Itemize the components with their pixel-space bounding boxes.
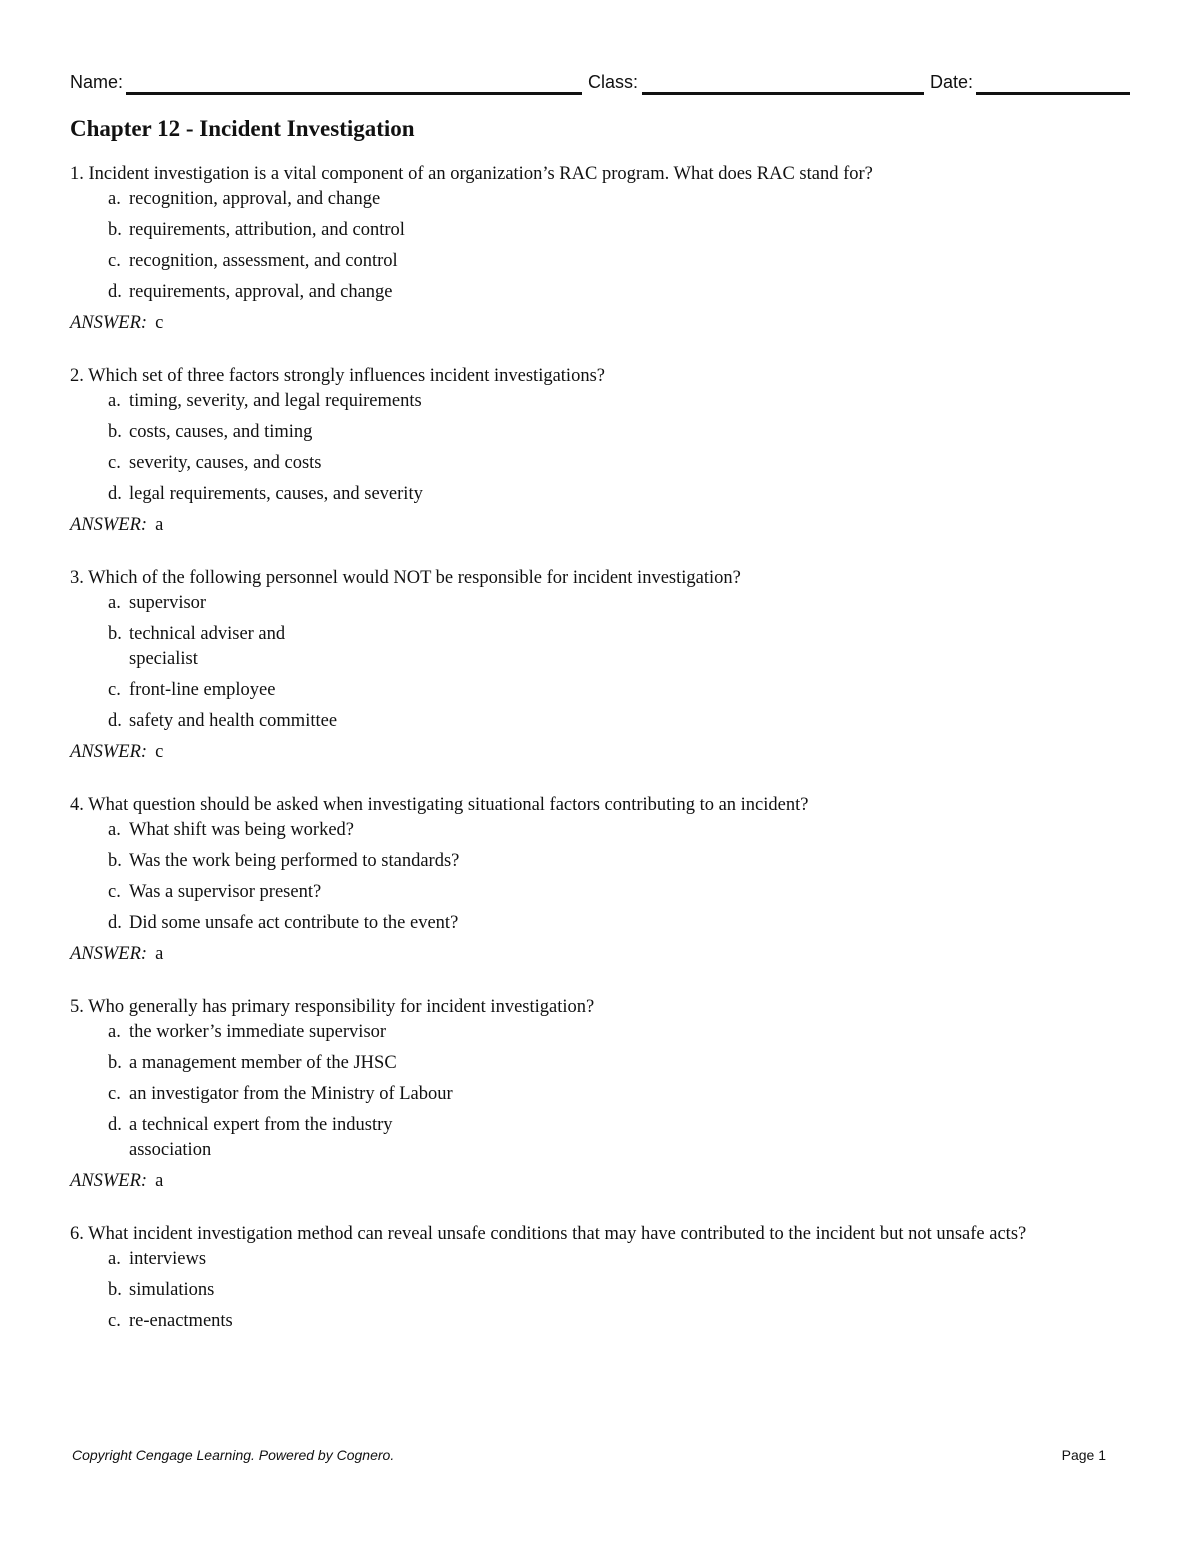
option-text: interviews — [129, 1249, 207, 1269]
option-letter: c. — [108, 882, 121, 902]
question-text: 4. What question should be asked when investigating situational factors contributing to an incident? — [70, 795, 809, 815]
option-text: front-line employee — [129, 680, 276, 700]
option-text: What shift was being worked? — [129, 820, 355, 840]
option-text: the worker’s immediate supervisor — [129, 1022, 387, 1042]
option-text: Was the work being performed to standards? — [129, 851, 460, 871]
option-a — [108, 1020, 1130, 1045]
class-label: Class: — [588, 72, 639, 92]
answer-label: ANSWER: — [70, 313, 148, 333]
answer-value: c — [155, 313, 164, 333]
option-a — [108, 389, 1130, 414]
answer-value: a — [155, 515, 164, 535]
option-c — [108, 249, 1130, 274]
question-3 — [70, 566, 1130, 765]
option-text: an investigator from the Ministry of Labour — [129, 1084, 453, 1104]
option-d — [108, 1113, 449, 1163]
answer-label: ANSWER: — [70, 944, 148, 964]
page-number: Page 1 — [1061, 1447, 1106, 1463]
option-letter: a. — [108, 1022, 121, 1042]
question-text: 1. Incident investigation is a vital component of an organization’s RAC program. What does RAC stand for? — [70, 164, 873, 184]
answer-line — [70, 942, 1130, 967]
option-text: legal requirements, causes, and severity — [129, 484, 423, 504]
option-letter: b. — [108, 851, 122, 871]
option-text: simulations — [129, 1280, 215, 1300]
option-text: safety and health committee — [129, 711, 338, 731]
option-letter: c. — [108, 251, 121, 271]
option-a — [108, 1247, 1130, 1272]
option-text: re-enactments — [129, 1311, 233, 1331]
copyright-text: Copyright Cengage Learning. Powered by Cognero. — [72, 1447, 395, 1463]
option-letter: d. — [108, 484, 122, 504]
option-text: recognition, assessment, and control — [129, 251, 398, 271]
answer-line — [70, 513, 1130, 538]
option-letter: a. — [108, 391, 121, 411]
option-a — [108, 591, 1130, 616]
option-c — [108, 678, 1130, 703]
option-b — [108, 1278, 1130, 1303]
option-b — [108, 1051, 1130, 1076]
option-d — [108, 709, 1130, 734]
question-list — [70, 162, 1130, 1362]
class-field-line — [642, 92, 924, 95]
answer-value: a — [155, 1171, 164, 1191]
option-b — [108, 622, 339, 672]
option-letter: d. — [108, 711, 122, 731]
option-text: supervisor — [129, 593, 207, 613]
option-text: severity, causes, and costs — [129, 453, 322, 473]
name-field-line — [126, 92, 582, 95]
answer-line — [70, 1169, 1130, 1194]
answer-label: ANSWER: — [70, 742, 148, 762]
option-d — [108, 482, 1130, 507]
answer-line — [70, 311, 1130, 336]
answer-label: ANSWER: — [70, 1171, 148, 1191]
option-letter: a. — [108, 820, 121, 840]
option-b — [108, 849, 1130, 874]
option-text: requirements, approval, and change — [129, 282, 393, 302]
option-letter: b. — [108, 1053, 122, 1073]
question-1 — [70, 162, 1130, 336]
question-text: 3. Which of the following personnel would NOT be responsible for incident investigation? — [70, 568, 741, 588]
option-text: recognition, approval, and change — [129, 189, 381, 209]
option-d — [108, 280, 1130, 305]
option-letter: b. — [108, 220, 122, 240]
option-letter: c. — [108, 1084, 121, 1104]
option-d — [108, 911, 1130, 936]
question-6 — [70, 1222, 1130, 1334]
answer-label: ANSWER: — [70, 515, 148, 535]
option-letter: d. — [108, 913, 122, 933]
form-header — [70, 70, 1130, 96]
option-letter: b. — [108, 422, 122, 442]
option-letter: a. — [108, 189, 121, 209]
option-text: technical adviser and specialist — [129, 624, 286, 669]
option-c — [108, 1082, 1130, 1107]
chapter-title: Chapter 12 - Incident Investigation — [70, 116, 415, 141]
option-text: Was a supervisor present? — [129, 882, 322, 902]
option-letter: c. — [108, 1311, 121, 1331]
answer-value: a — [155, 944, 164, 964]
date-field-line — [976, 92, 1130, 95]
option-a — [108, 818, 1130, 843]
option-letter: d. — [108, 1115, 122, 1135]
option-letter: a. — [108, 593, 121, 613]
option-b — [108, 420, 1130, 445]
question-5 — [70, 995, 1130, 1194]
option-letter: b. — [108, 624, 122, 644]
question-4 — [70, 793, 1130, 967]
answer-line — [70, 740, 1130, 765]
date-label: Date: — [930, 72, 974, 92]
option-text: a management member of the JHSC — [129, 1053, 397, 1073]
question-text: 2. Which set of three factors strongly influences incident investigations? — [70, 366, 605, 386]
option-letter: d. — [108, 282, 122, 302]
question-2 — [70, 364, 1130, 538]
option-c — [108, 880, 1130, 905]
option-letter: b. — [108, 1280, 122, 1300]
question-text: 6. What incident investigation method can reveal unsafe conditions that may have contributed to the incident but not unsafe acts? — [70, 1224, 1027, 1244]
option-text: costs, causes, and timing — [129, 422, 313, 442]
option-letter: a. — [108, 1249, 121, 1269]
option-c — [108, 1309, 249, 1334]
name-label: Name: — [70, 72, 124, 92]
answer-value: c — [155, 742, 164, 762]
question-text: 5. Who generally has primary responsibility for incident investigation? — [70, 997, 595, 1017]
option-text: timing, severity, and legal requirements — [129, 391, 422, 411]
option-a — [108, 187, 1130, 212]
option-text: a technical expert from the industry association — [129, 1115, 393, 1160]
option-b — [108, 218, 409, 243]
option-text: requirements, attribution, and control — [129, 220, 405, 240]
option-letter: c. — [108, 680, 121, 700]
option-letter: c. — [108, 453, 121, 473]
option-text: Did some unsafe act contribute to the event? — [129, 913, 459, 933]
option-c — [108, 451, 1130, 476]
